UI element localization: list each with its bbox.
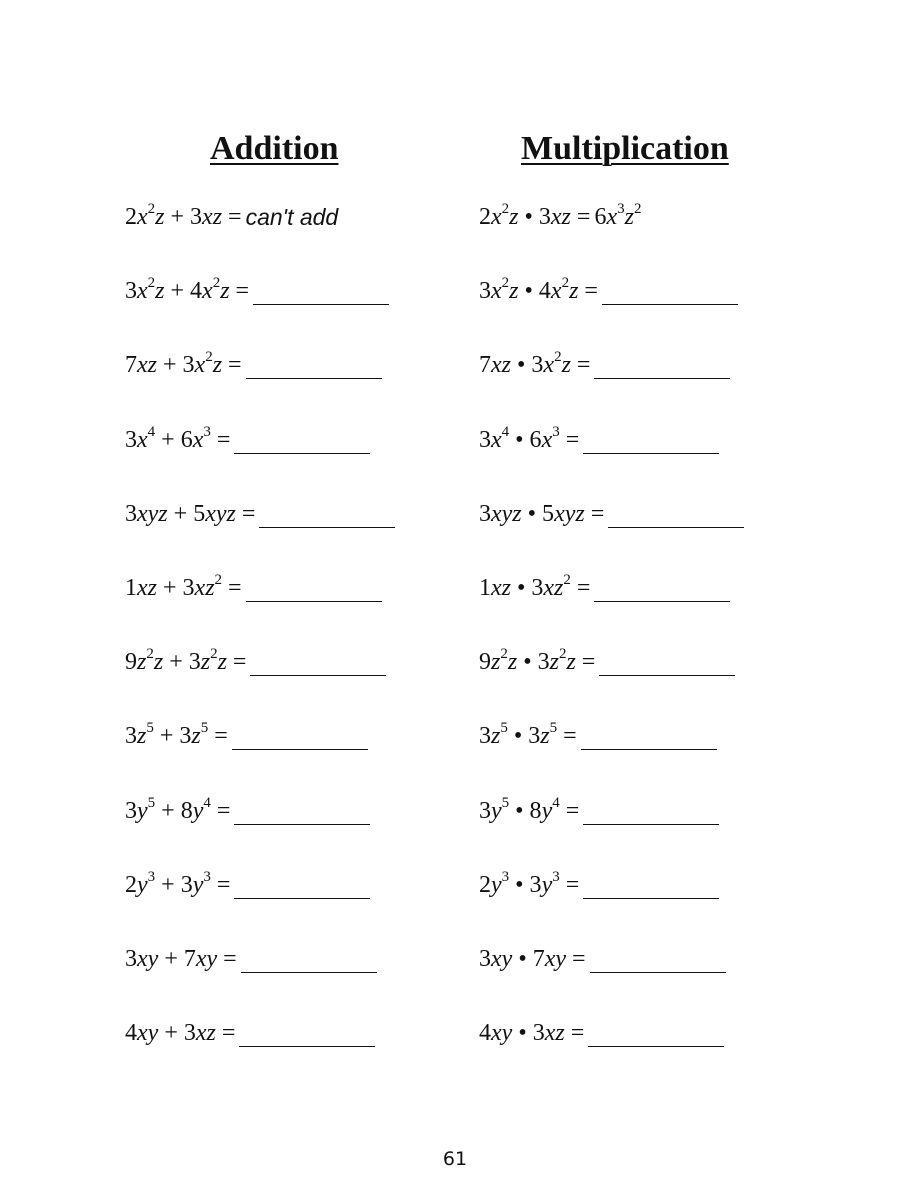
problem-expression: 3xy • 7xy [479,945,567,972]
answer-blank[interactable] [588,1016,724,1047]
problem-expression: $3y^5 + 8y^4$ [125,794,211,824]
answer-blank[interactable] [246,571,382,602]
answer-blank[interactable] [602,274,738,305]
addition-problem [125,794,395,868]
problem-expression: 7xz • $3x^2z$ [479,349,571,379]
equals-sign: = [232,649,247,676]
problem-expression: 3xy + 7xy [125,945,218,972]
equals-sign: = [223,945,237,972]
multiplication-problem [479,794,744,868]
addition-heading: Addition [210,130,339,167]
problem-expression: $3y^5$ • $8y^4$ [479,794,560,824]
answer-blank[interactable] [583,868,719,899]
answer-blank[interactable] [234,423,370,454]
multiplication-problem [479,274,744,348]
equals-sign: = [584,278,598,305]
equals-sign: = [214,723,228,750]
addition-problem [125,348,395,422]
equals-sign: = [565,797,580,824]
answer-blank[interactable] [594,348,730,379]
equals-sign: = [581,649,596,676]
equals-sign: = [228,204,242,230]
equals-sign: = [216,871,231,898]
multiplication-problem [479,423,744,497]
addition-problem [125,719,395,793]
multiplication-problem [479,719,744,793]
equals-sign: = [565,871,580,898]
multiplication-problem [479,348,744,422]
problem-expression: $1xz + 3xz^2$ [125,571,223,601]
multiplication-problem [479,645,744,719]
problem-expression: $9z^2z$ • $3z^2z$ [479,646,576,676]
problem-expression: 4xy • 3xz [479,1020,565,1047]
addition-problem [125,274,395,348]
multiplication-column [479,200,744,1090]
answer-blank[interactable] [599,645,735,676]
addition-problem [125,423,395,497]
problem-expression: $2x^2z$ • 3xz [479,201,571,230]
equals-sign: = [563,723,577,750]
multiplication-problem [479,571,744,645]
answer-blank[interactable] [234,794,370,825]
problem-expression: $2y^3 + 3y^3$ [125,868,211,898]
addition-problem [125,645,395,719]
multiplication-problem [479,497,744,571]
addition-problem [125,200,395,274]
equals-sign: = [216,797,231,824]
problem-expression: $2x^2z + 3xz$ [125,201,223,230]
problem-expression: $3x^4 + 6x^3$ [125,423,211,453]
example-answer: can't add [245,204,339,230]
problem-expression: 1xz • $3xz^2$ [479,571,571,601]
answer-blank[interactable] [234,868,370,899]
problem-expression: $2y^3$ • $3y^3$ [479,868,560,898]
problem-expression: $7xz + 3x^2z$ [125,349,223,379]
problem-expression: 4xy + 3xz [125,1020,216,1047]
equals-sign: = [576,204,591,230]
answer-blank[interactable] [590,942,726,973]
multiplication-heading: Multiplication [521,130,729,167]
problem-expression: $9z^2z + 3z^2z$ [125,646,227,676]
answer-blank[interactable] [250,645,386,676]
addition-column [125,200,395,1090]
equals-sign: = [221,1020,236,1047]
problem-expression: $3x^2z + 4x^2z$ [125,275,230,305]
multiplication-problem [479,200,744,274]
answer-blank[interactable] [259,497,395,528]
equals-sign: = [228,352,242,379]
multiplication-problem [479,868,744,942]
answer-blank[interactable] [581,719,717,750]
page-number: 61 [442,1148,468,1170]
answer-blank[interactable] [594,571,730,602]
equals-sign: = [572,945,586,972]
multiplication-problem [479,1016,744,1090]
problem-expression: $3z^5 + 3z^5$ [125,720,209,750]
problem-expression: $3z^5$ • $3z^5$ [479,720,558,750]
equals-sign: = [570,1020,585,1047]
addition-problem [125,497,395,571]
problem-expression: 3xyz • 5xyz [479,500,585,527]
equals-sign: = [216,426,231,453]
addition-problem [125,571,395,645]
example-answer: $6x^3z^2$ [594,201,642,230]
addition-problem [125,1016,395,1090]
equals-sign: = [235,278,250,305]
addition-problem [125,868,395,942]
multiplication-problem [479,942,744,1016]
answer-blank[interactable] [608,497,744,528]
equals-sign: = [576,352,591,379]
equals-sign: = [241,500,256,527]
answer-blank[interactable] [246,348,382,379]
answer-blank[interactable] [232,719,368,750]
equals-sign: = [228,574,242,601]
answer-blank[interactable] [583,794,719,825]
answer-blank[interactable] [241,942,377,973]
answer-blank[interactable] [583,423,719,454]
problem-expression: $3x^4$ • $6x^3$ [479,423,560,453]
answer-blank[interactable] [239,1016,375,1047]
equals-sign: = [565,426,580,453]
problem-expression: 3xyz + 5xyz [125,500,236,527]
addition-problem [125,942,395,1016]
equals-sign: = [576,574,591,601]
problem-expression: $3x^2z$ • $4x^2z$ [479,275,579,305]
answer-blank[interactable] [253,274,389,305]
equals-sign: = [590,500,605,527]
